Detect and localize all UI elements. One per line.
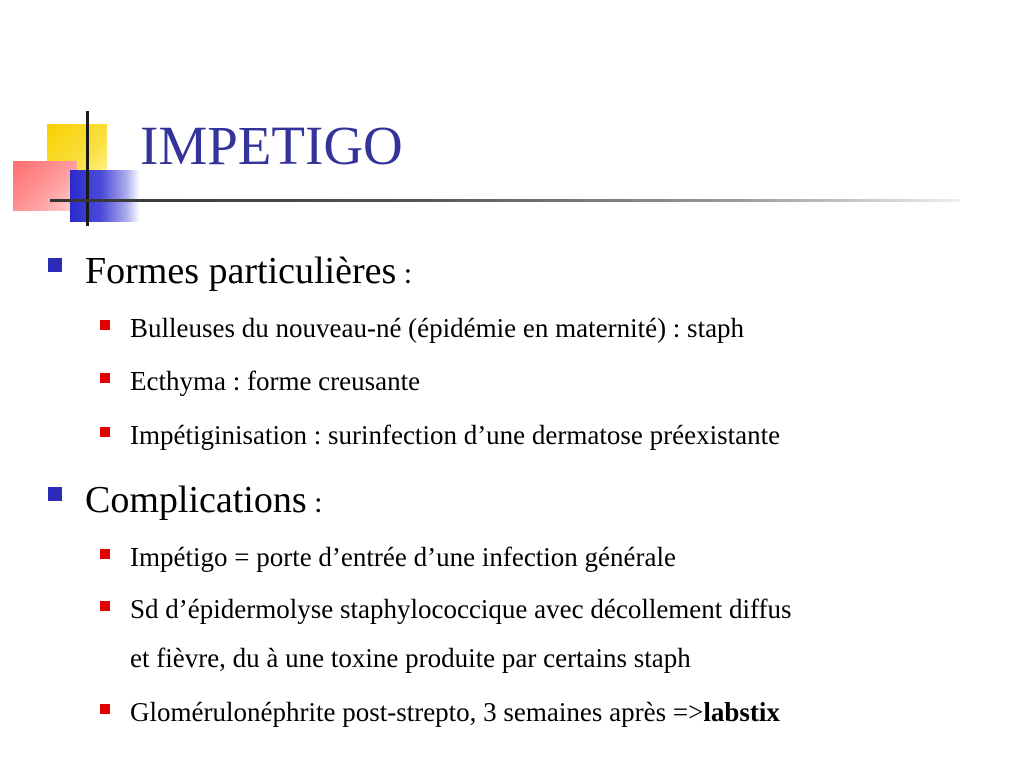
list-item-bold-text: labstix <box>703 697 780 727</box>
level2-bullet-icon <box>100 373 110 383</box>
heading-colon: : <box>396 257 413 290</box>
heading-colon: : <box>306 486 323 519</box>
list-item: Bulleuses du nouveau-né (épidémie en maternité) : staph <box>130 313 745 343</box>
level2-bullet-icon <box>100 704 110 714</box>
section-heading-complications <box>85 481 323 519</box>
list-item-text: Glomérulonéphrite post-strepto, 3 semaines après => <box>130 697 704 727</box>
level2-bullet-icon <box>100 601 110 611</box>
title-underline <box>50 199 960 202</box>
slide-title: IMPETIGO <box>140 115 403 176</box>
heading-text: Formes particulières <box>85 250 397 292</box>
list-item-continuation: et fièvre, du à une toxine produite par certains staph <box>130 643 691 673</box>
level1-bullet-icon <box>48 487 62 501</box>
list-item <box>130 699 780 726</box>
level2-bullet-icon <box>100 320 110 330</box>
decor-vertical-line <box>86 111 89 226</box>
list-item: Impétiginisation : surinfection d’une dermatose préexistante <box>130 420 781 450</box>
heading-text: Complications <box>85 479 307 521</box>
section-heading-formes <box>85 252 412 290</box>
list-item: Sd d’épidermolyse staphylococcique avec décollement diffus <box>130 594 792 624</box>
decor-blue-square <box>70 170 140 222</box>
list-item: Impétigo = porte d’entrée d’une infection générale <box>130 542 676 572</box>
list-item: Ecthyma : forme creusante <box>130 366 421 396</box>
level2-bullet-icon <box>100 549 110 559</box>
level2-bullet-icon <box>100 427 110 437</box>
decor-red-square <box>13 161 77 211</box>
level1-bullet-icon <box>48 258 62 272</box>
